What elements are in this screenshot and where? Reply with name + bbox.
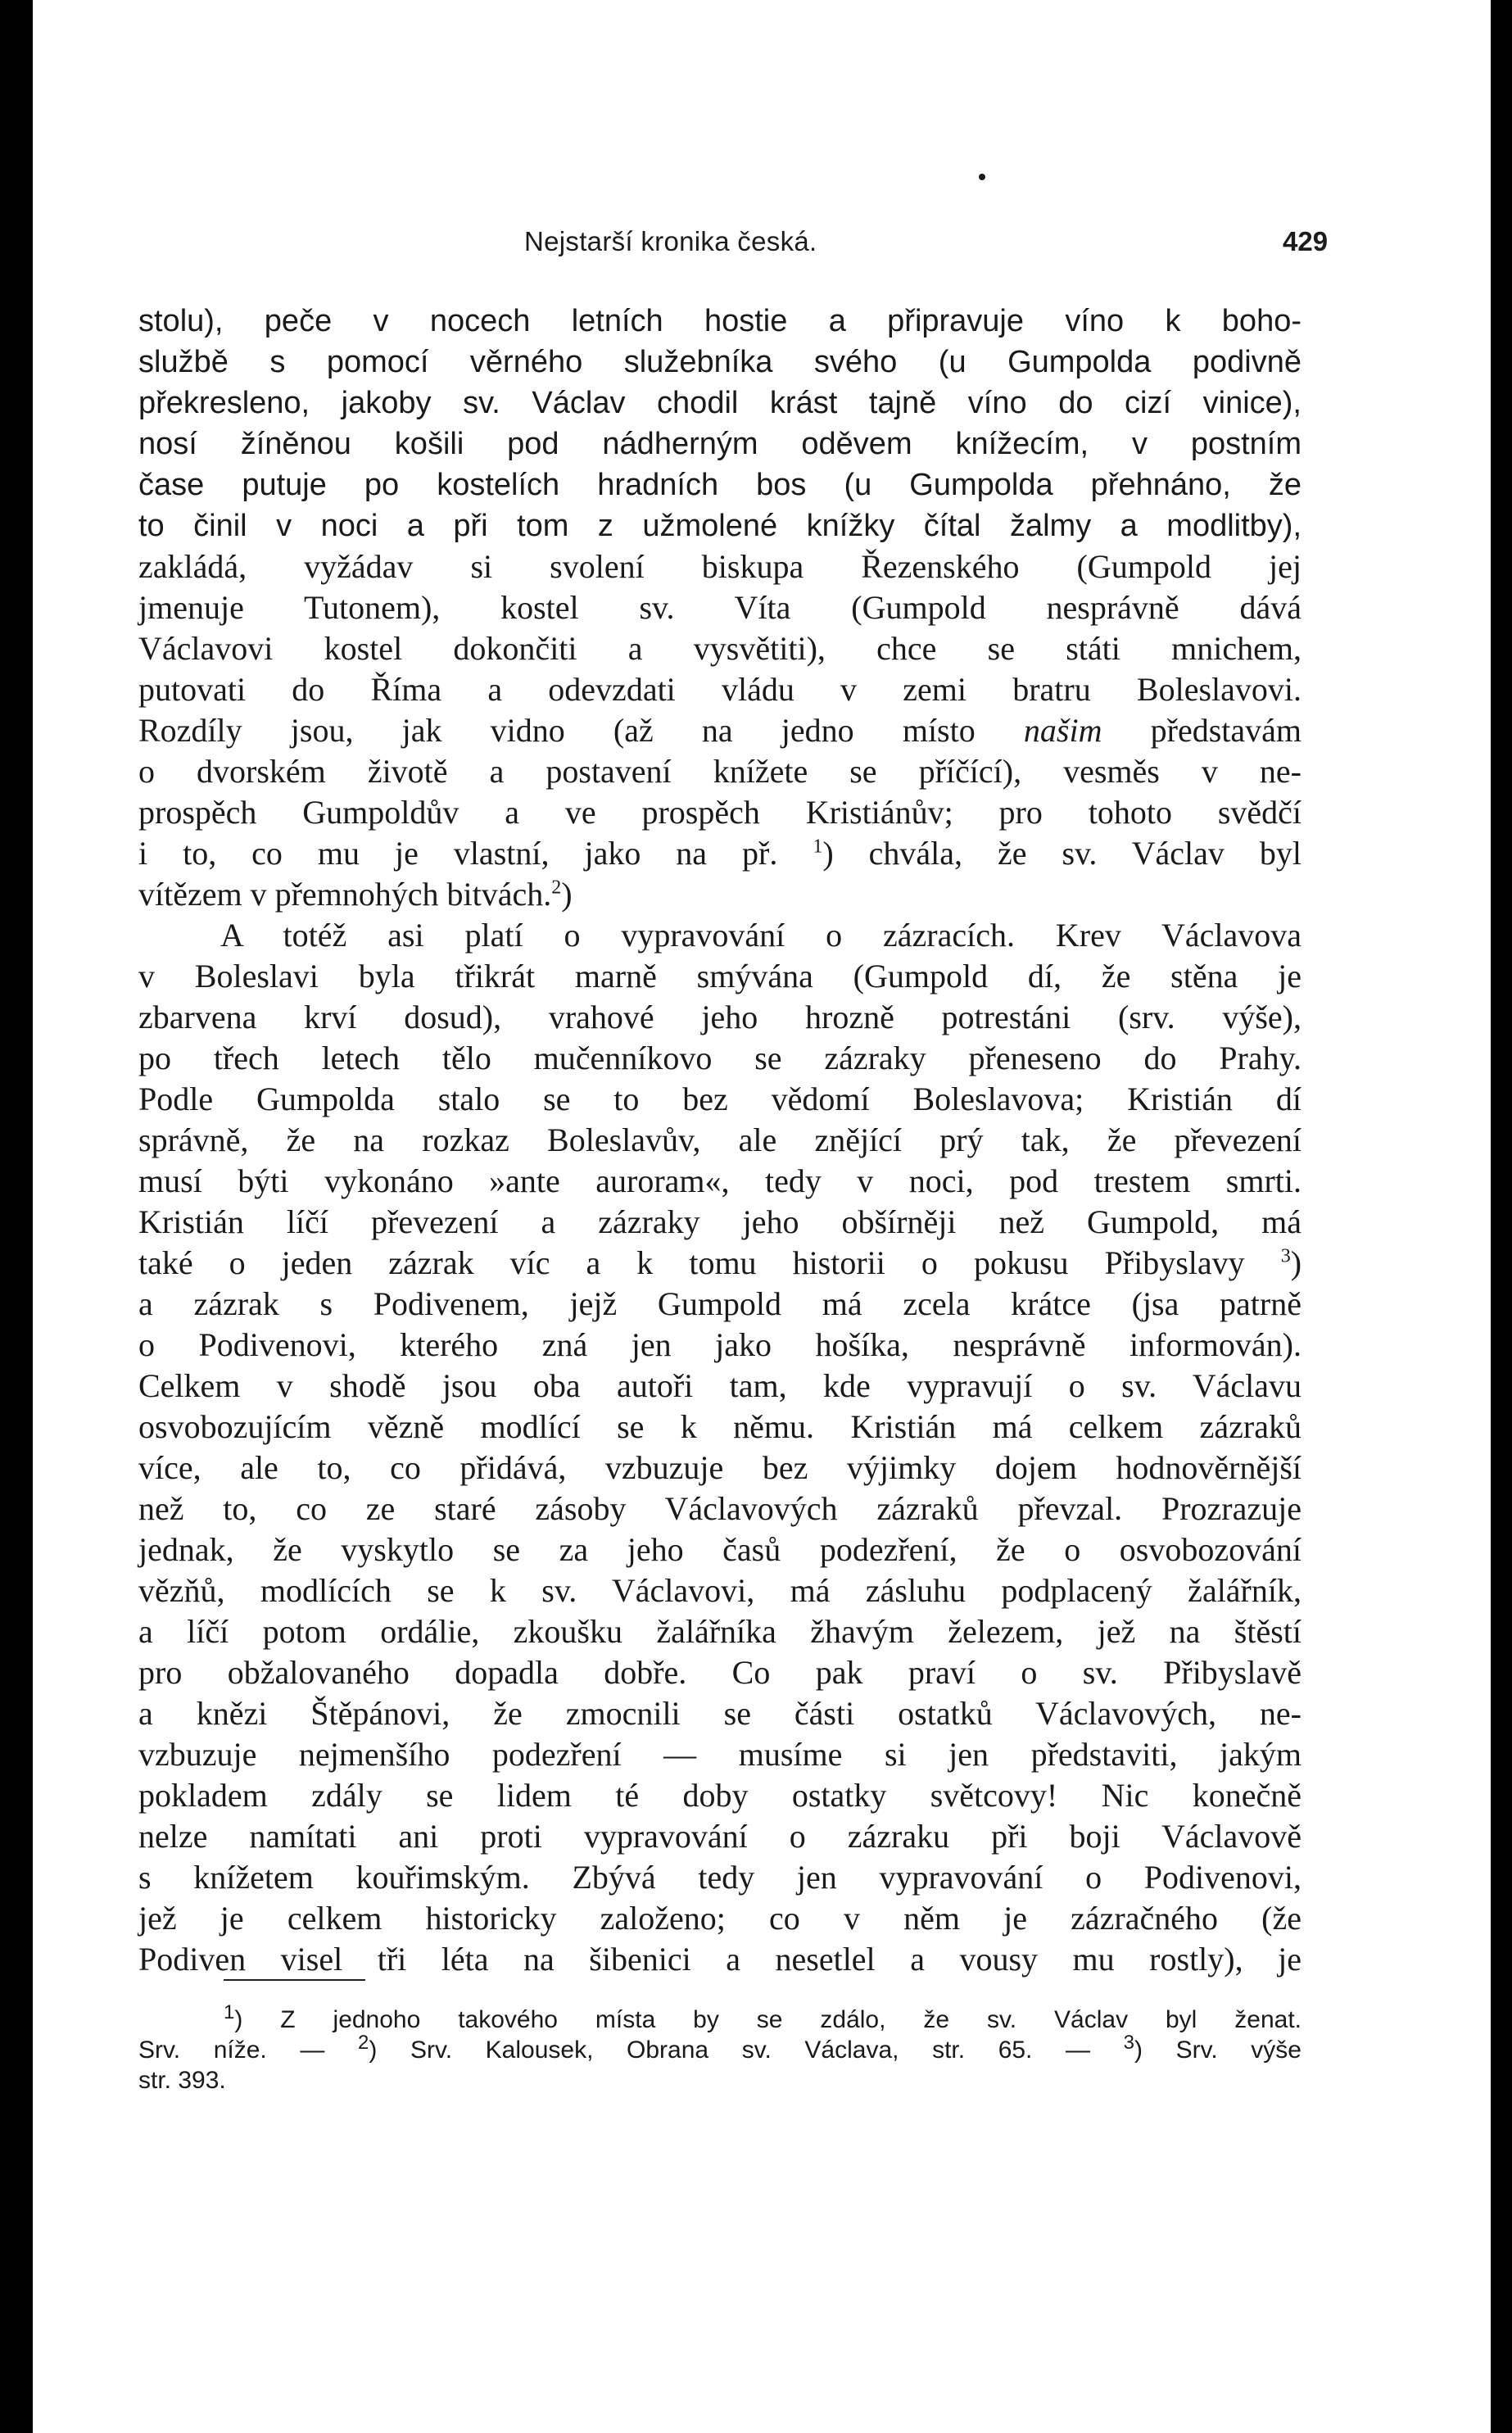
text-line: více, ale to, co přidává, vzbuzuje bez výjimky dojem hodnověrnější (138, 1449, 1301, 1486)
footnote-line (138, 2032, 1301, 2065)
text-line: vzbuzuje nejmenšího podezření — musíme si jen představiti, jakým (138, 1736, 1301, 1773)
text-line: Václavovi kostel dokončiti a vysvětiti), chce se státi mnichem, (138, 630, 1301, 667)
text-line: čase putuje po kostelích hradních bos (u Gumpolda přehnáno, že (138, 468, 1301, 502)
text-line: než to, co ze staré zásoby Václavových zázraků převzal. Prozrazuje (138, 1490, 1301, 1527)
running-title: Nejstarší kronika česká. (524, 226, 817, 256)
footnote-marker: 2 (357, 2032, 369, 2054)
footnote-text: ) Z jednoho takového místa by se zdálo, že sv. Václav byl ženat. (234, 2006, 1301, 2033)
text-segment: i to, co mu je vlastní, jako na př. (138, 835, 778, 872)
text-segment: ) (561, 876, 573, 913)
text-line: o Podivenovi, kterého zná jen jako hošíka, nesprávně informován). (138, 1326, 1301, 1363)
text-line: putovati do Říma a odevzdati vládu v zemi bratru Boleslavovi. (138, 671, 1301, 708)
footnote-marker: 1 (224, 2001, 235, 2023)
text-line: jmenuje Tutonem), kostel sv. Víta (Gumpold nesprávně dává (138, 589, 1301, 626)
text-line: osvobozujícím vězně modlící se k němu. Kristián má celkem zázraků (138, 1408, 1301, 1445)
text-line: pokladem zdály se lidem té doby ostatky světcovy! Nic konečně (138, 1777, 1301, 1814)
text-line: jednak, že vyskytlo se za jeho časů podezření, že o osvobozování (138, 1531, 1301, 1568)
text-line: Podle Gumpolda stalo se to bez vědomí Boleslavova; Kristián dí (138, 1081, 1301, 1117)
text-line (138, 833, 1301, 874)
footnote-separator (224, 1979, 365, 1981)
text-line: správně, že na rozkaz Boleslavův, ale znějící prý tak, že převezení (138, 1121, 1301, 1158)
text-segment: ) chvála, že sv. Václav byl (822, 835, 1302, 872)
text-segment: vítězem v přemnohých bitvách. (138, 876, 552, 913)
text-line: zbarvena krví dosud), vrahové jeho hrozně potrestáni (srv. výše), (138, 999, 1301, 1035)
text-line: a knězi Štěpánovi, že zmocnili se části ostatků Václavových, ne- (138, 1695, 1301, 1732)
text-line (138, 874, 1301, 915)
page-number: 429 (1283, 226, 1329, 256)
text-line: a líčí potom ordálie, zkoušku žalářníka žhavým železem, jež na štěstí (138, 1613, 1301, 1650)
page (33, 0, 1491, 2433)
text-line: pro obžalovaného dopadla dobře. Co pak praví o sv. Přibyslavě (138, 1654, 1301, 1691)
text-line: musí býti vykonáno »ante auroram«, tedy v noci, pod trestem smrti. (138, 1162, 1301, 1199)
footnote-ref: 2 (551, 877, 562, 899)
text-line: o dvorském životě a postavení knížete se příčící), vesměs v ne- (138, 753, 1301, 790)
text-segment: Rozdíly jsou, jak vidno (až na jedno místo (138, 712, 976, 749)
body-text (138, 301, 1301, 1980)
printed-dot-mark (979, 174, 985, 180)
text-segment: také o jeden zázrak víc a k tomu historii o pokusu Přibyslavy (138, 1244, 1245, 1281)
footnotes (138, 2001, 1301, 2095)
footnote-text: Srv. níže. — (138, 2037, 325, 2064)
text-line: Podiven visel tři léta na šibenici a nesetlel a vousy mu rostly), je (138, 1941, 1301, 1978)
text-line: Celkem v shodě jsou oba autoři tam, kde vypravují o sv. Václavu (138, 1367, 1301, 1404)
text-line: a zázrak s Podivenem, jejž Gumpold má zcela krátce (jsa patrně (138, 1285, 1301, 1322)
text-line: v Boleslavi byla třikrát marně smývána (Gumpold dí, že stěna je (138, 958, 1301, 994)
text-line: vězňů, modlících se k sv. Václavovi, má zásluhu podplacený žalářník, (138, 1572, 1301, 1609)
footnote-text: ) Srv. výše (1134, 2037, 1301, 2064)
text-line: jež je celkem historicky založeno; co v něm je zázračného (že (138, 1900, 1301, 1937)
text-line: stolu), peče v nocech letních hostie a připravuje víno k boho- (138, 304, 1301, 338)
page-header (33, 224, 1491, 260)
footnote-marker: 3 (1123, 2032, 1134, 2054)
text-segment: představám (1150, 712, 1301, 749)
footnote-line (138, 2001, 1301, 2035)
footnote-ref: 1 (813, 836, 823, 858)
footnote-ref: 3 (1280, 1245, 1291, 1267)
text-line: prospěch Gumpoldův a ve prospěch Kristiánův; pro tohoto svědčí (138, 794, 1301, 831)
text-line: nelze namítati ani proti vypravování o zázraku při boji Václavově (138, 1818, 1301, 1855)
text-line: s knížetem kouřimským. Zbývá tedy jen vypravování o Podivenovi, (138, 1859, 1301, 1896)
footnote-text: ) Srv. Kalousek, Obrana sv. Václava, str. 65. — (369, 2037, 1091, 2064)
text-line: službě s pomocí věrného služebníka svého (u Gumpolda podivně (138, 345, 1301, 379)
text-segment: ) (1290, 1244, 1302, 1281)
italic-word: našim (1023, 712, 1102, 749)
text-line: to činil v noci a při tom z užmolené knížky čítal žalmy a modlitby), (138, 509, 1301, 543)
text-line: Kristián líčí převezení a zázraky jeho obšírněji než Gumpold, má (138, 1203, 1301, 1240)
text-line (138, 1243, 1301, 1284)
text-line: zakládá, vyžádav si svolení biskupa Řezenského (Gumpold jej (138, 548, 1301, 585)
text-line: překresleno, jakoby sv. Václav chodil krást tajně víno do cizí vinice), (138, 386, 1301, 420)
footnote-line: str. 393. (138, 2067, 226, 2094)
text-line: po třech letech tělo mučenníkovo se zázraky přeneseno do Prahy. (138, 1040, 1301, 1076)
text-line: A totéž asi platí o vypravování o zázracích. Krev Václavova (220, 917, 1301, 954)
text-line: nosí žíněnou košili pod nádherným oděvem knížecím, v postním (138, 427, 1301, 461)
text-line (138, 710, 1301, 751)
